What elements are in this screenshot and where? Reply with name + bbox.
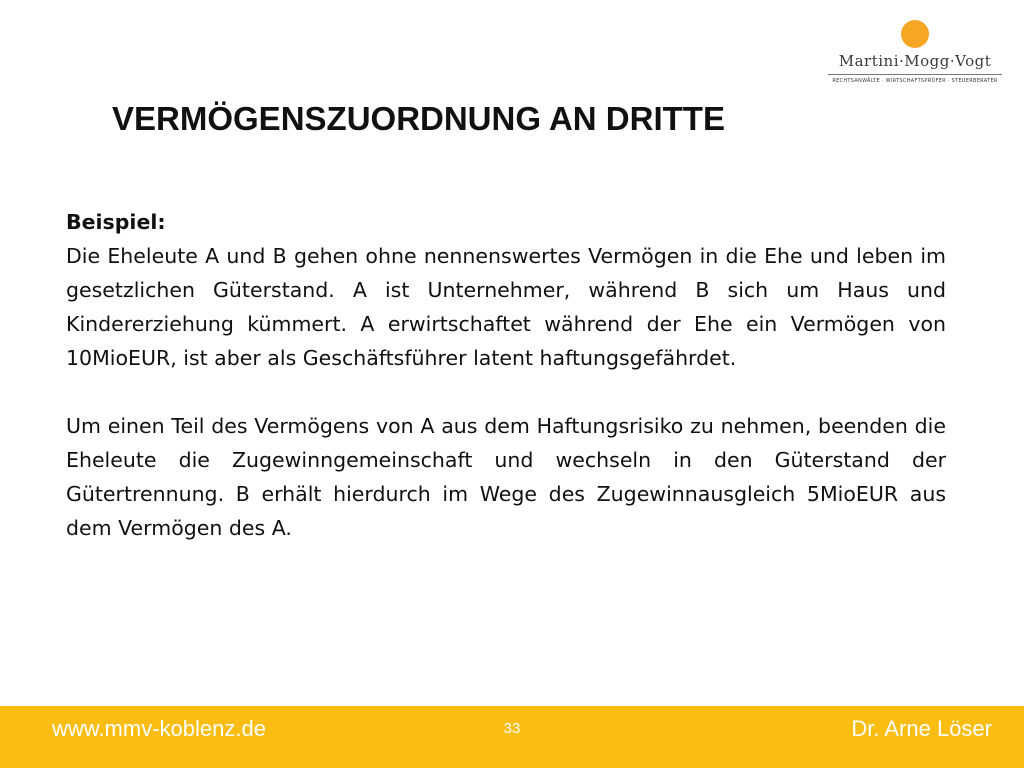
- slide-title: VERMÖGENSZUORDNUNG AN DRITTE: [112, 100, 725, 137]
- logo-firm-name: Martini·Mogg·Vogt: [838, 52, 992, 70]
- firm-logo: [822, 20, 1008, 84]
- footer-website-url: www.mmv-koblenz.de: [52, 716, 266, 741]
- footer-bar: [0, 706, 1024, 768]
- slide-body: [66, 205, 946, 545]
- logo-tagline: RECHTSANWÄLTE · WIRTSCHAFTSPRÜFER · STEUERBERATER: [832, 78, 998, 84]
- footer-author: Dr. Arne Löser: [851, 716, 992, 741]
- logo-dot-icon: [901, 20, 929, 48]
- page-number: 33: [503, 720, 521, 737]
- example-heading: Beispiel:: [66, 210, 166, 234]
- example-paragraph-1: Die Eheleute A und B gehen ohne nennenswertes Vermögen in die Ehe und leben im gesetzlichen Güterstand. A ist Unternehmer, während B sich um Haus und Kindererziehung kümmert. A erwirtschaftet während der Ehe ein Vermögen von 10MioEUR, ist aber als Geschäftsführer latent haftungsgefährdet.: [66, 244, 946, 370]
- example-paragraph-2: Um einen Teil des Vermögens von A aus dem Haftungsrisiko zu nehmen, beenden die Eheleute die Zugewinngemeinschaft und wechseln in den Güterstand der Gütertrennung. B erhält hierdurch im Wege des Zugewinnausgleich 5MioEUR aus dem Vermögen des A.: [66, 414, 946, 540]
- logo-divider: [828, 74, 1002, 75]
